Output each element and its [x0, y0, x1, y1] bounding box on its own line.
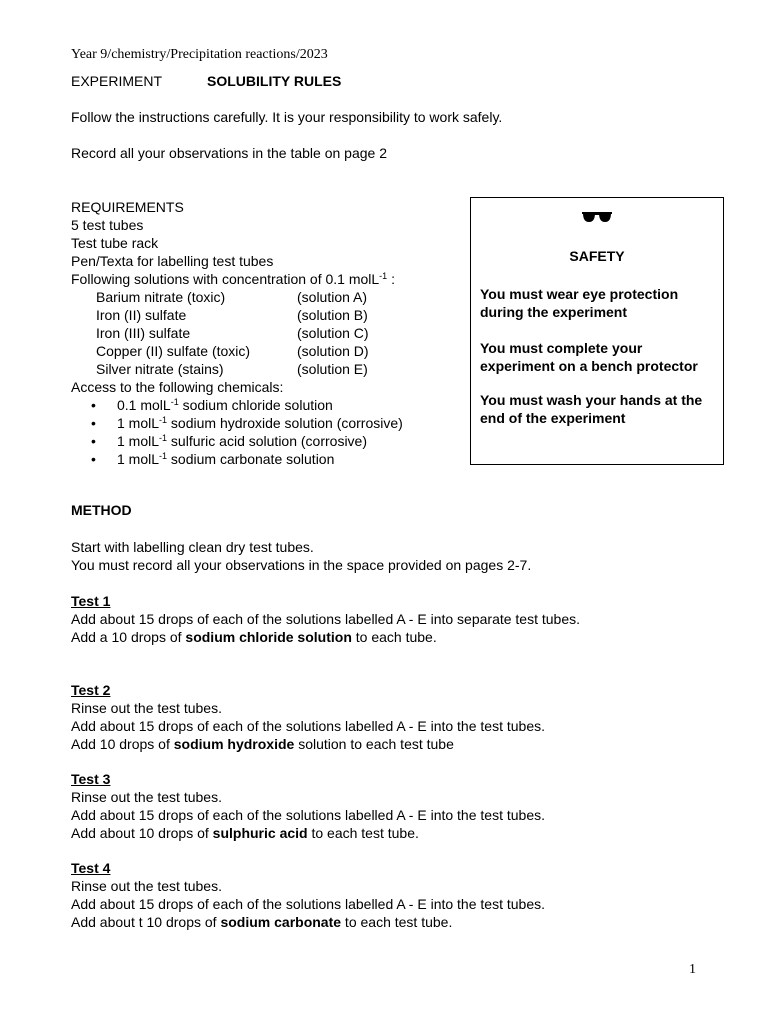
intro-instructions: Follow the instructions carefully. It is your responsibility to work safely.	[71, 109, 503, 125]
safety-box	[470, 197, 724, 465]
requirement-item: 5 test tubes	[71, 217, 144, 233]
access-intro: Access to the following chemicals:	[71, 379, 284, 395]
bullet-icon: •	[91, 451, 96, 467]
test-step: Add about t 10 drops of sodium carbonate to each test tube.	[71, 914, 453, 930]
bullet-icon: •	[91, 433, 96, 449]
test-step: Add about 15 drops of each of the solutions labelled A - E into the test tubes.	[71, 896, 545, 912]
solution-name: Copper (II) sulfate (toxic)	[96, 343, 251, 359]
solutions-intro: Following solutions with concentration of 0.1 molL$^{-1}$ :	[71, 271, 395, 287]
test-step: Add 10 drops of sodium hydroxide solution to each test tube	[71, 736, 454, 752]
solution-label: (solution D)	[297, 343, 369, 359]
test-step: Rinse out the test tubes.	[71, 789, 222, 805]
chemical-item: 1 molL$^{-1}$ sodium carbonate solution	[117, 451, 335, 467]
test-step: Add about 15 drops of each of the solutions labelled A - E into the test tubes.	[71, 718, 545, 734]
intro-record: Record all your observations in the table on page 2	[71, 145, 387, 161]
method-intro: Start with labelling clean dry test tubes.	[71, 539, 314, 555]
chemical-item: 0.1 molL$^{-1}$ sodium chloride solution	[117, 397, 333, 413]
solution-name: Iron (II) sulfate	[96, 307, 187, 323]
experiment-title: SOLUBILITY RULES	[207, 73, 342, 89]
experiment-label: EXPERIMENT	[71, 73, 163, 89]
bullet-icon: •	[91, 397, 96, 413]
safety-rule: You must wear eye protection during the experiment	[480, 286, 679, 320]
solution-name: Iron (III) sulfate	[96, 325, 191, 341]
test-title: Test 1	[71, 593, 111, 609]
solution-label: (solution A)	[297, 289, 368, 305]
test-title: Test 3	[71, 771, 111, 787]
test-step: Add about 15 drops of each of the solutions labelled A - E into separate test tubes.	[71, 611, 581, 627]
page-number: 1	[689, 962, 696, 977]
test-step: Add about 15 drops of each of the solutions labelled A - E into the test tubes.	[71, 807, 545, 823]
test-title: Test 4	[71, 860, 111, 876]
solution-name: Silver nitrate (stains)	[96, 361, 224, 377]
safety-rule: You must wash your hands at the end of the experiment	[480, 392, 703, 426]
bullet-icon: •	[91, 415, 96, 431]
test-title: Test 2	[71, 682, 111, 698]
solution-label: (solution E)	[297, 361, 368, 377]
test-step: Add about 10 drops of sulphuric acid to each test tube.	[71, 825, 419, 841]
sunglasses-icon	[471, 210, 723, 227]
test-step: Rinse out the test tubes.	[71, 700, 222, 716]
solution-label: (solution C)	[297, 325, 369, 341]
solution-label: (solution B)	[297, 307, 368, 323]
method-heading: METHOD	[71, 502, 132, 518]
requirements-heading: REQUIREMENTS	[71, 199, 184, 215]
solution-name: Barium nitrate (toxic)	[96, 289, 226, 305]
chemical-item: 1 molL$^{-1}$ sulfuric acid solution (corrosive)	[117, 433, 368, 449]
test-step: Rinse out the test tubes.	[71, 878, 222, 894]
chemical-item: 1 molL$^{-1}$ sodium hydroxide solution (corrosive)	[117, 415, 403, 431]
page-header: Year 9/chemistry/Precipitation reactions/2023	[71, 47, 328, 62]
method-intro: You must record all your observations in the space provided on pages 2-7.	[71, 557, 532, 573]
test-step: Add a 10 drops of sodium chloride solution to each tube.	[71, 629, 437, 645]
safety-rule: You must complete your experiment on a bench protector	[480, 340, 698, 374]
requirement-item: Test tube rack	[71, 235, 159, 251]
requirement-item: Pen/Texta for labelling test tubes	[71, 253, 274, 269]
safety-title: SAFETY	[569, 248, 625, 264]
